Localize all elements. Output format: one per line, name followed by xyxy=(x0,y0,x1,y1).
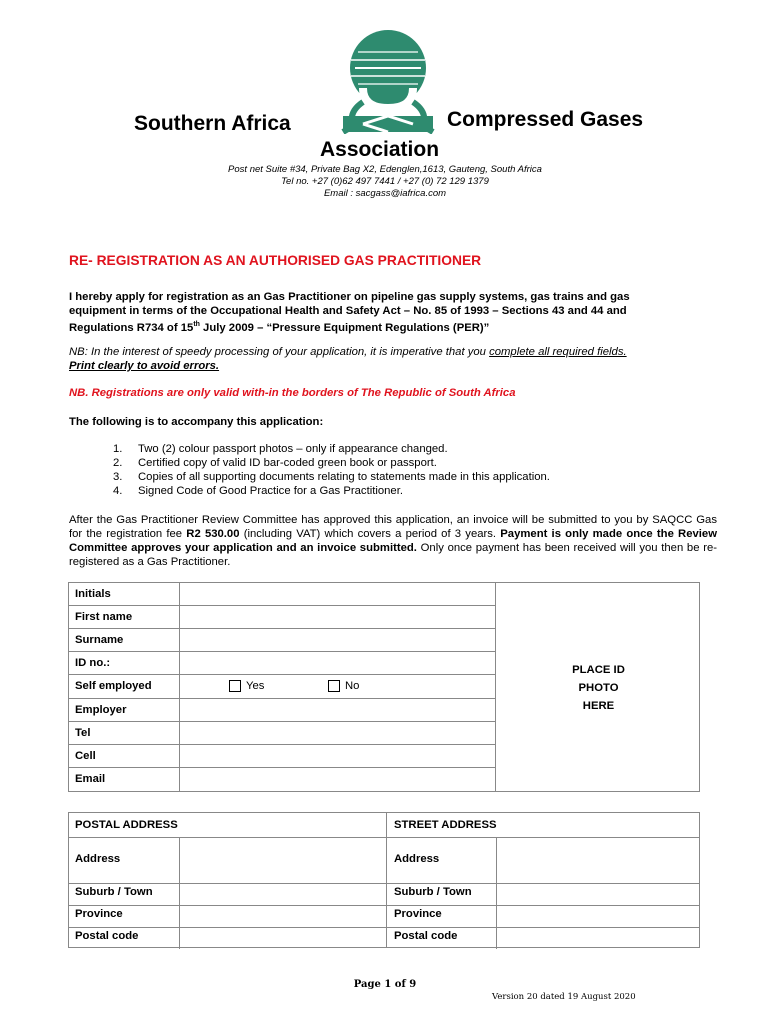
application-statement xyxy=(69,290,717,335)
self-employed-no-checkbox[interactable]: No xyxy=(328,680,359,692)
version-info: Version 20 dated 19 August 2020 xyxy=(492,992,636,1002)
telephone-line: Tel no. +27 (0)62 497 7441 / +27 (0) 72 129 1379 xyxy=(281,176,489,187)
address-table xyxy=(68,812,700,948)
postal-address-header: POSTAL ADDRESS xyxy=(75,819,178,831)
list-item: 2. Certified copy of valid ID bar-coded green book or passport. xyxy=(113,457,437,469)
page-number: Page 1 of 9 xyxy=(353,979,417,990)
id-photo-placeholder: PLACE ID PHOTO HERE xyxy=(572,664,625,712)
org-name-bottom: Association xyxy=(320,138,440,161)
surname-row xyxy=(69,629,495,652)
street-address-header: STREET ADDRESS xyxy=(394,819,497,831)
email-line: Email : sacgass@iafrica.com xyxy=(323,188,447,199)
first-name-label: First name xyxy=(75,611,133,623)
nb-validity-notice: NB. Registrations are only valid with-in the borders of The Republic of South Africa xyxy=(69,387,516,399)
intro-line-3: Regulations R734 of 15th July 2009 – “Pressure Equipment Regulations (PER)” xyxy=(69,321,490,334)
self-employed-yes-checkbox[interactable]: Yes xyxy=(229,680,264,692)
list-item: 4. Signed Code of Good Practice for a Gas Practitioner. xyxy=(113,485,403,497)
intro-line-1: I hereby apply for registration as an Gas Practitioner on pipeline gas supply systems, gas trains and gas xyxy=(69,291,630,303)
requirements-list xyxy=(113,442,550,498)
street-address-label: Address xyxy=(394,853,440,865)
applicant-details-table xyxy=(68,582,700,792)
checkbox-icon xyxy=(229,680,241,692)
checkbox-icon xyxy=(328,680,340,692)
postal-province-label: Province xyxy=(75,908,123,920)
employer-label: Employer xyxy=(75,704,127,716)
self-employed-label: Self employed xyxy=(75,680,152,692)
surname-label: Surname xyxy=(75,634,124,646)
email-label: Email xyxy=(75,773,106,785)
postal-address-label: Address xyxy=(75,853,121,865)
intro-line-2: equipment in terms of the Occupational Health and Safety Act – No. 85 of 1993 – Sections 43 and 44 and xyxy=(69,305,627,317)
accompany-heading: The following is to accompany this application: xyxy=(69,416,324,428)
cell-label: Cell xyxy=(75,750,96,762)
street-code-label: Postal code xyxy=(394,930,458,942)
cell-row xyxy=(69,745,495,768)
id-number-label: ID no.: xyxy=(75,657,111,669)
postal-suburb-label: Suburb / Town xyxy=(75,886,153,898)
street-province-label: Province xyxy=(394,908,442,920)
initials-row xyxy=(69,583,495,606)
employer-row xyxy=(69,699,495,722)
org-name-left: Southern Africa xyxy=(134,112,291,135)
tel-label: Tel xyxy=(75,727,91,739)
payment-paragraph: After the Gas Practitioner Review Committee has approved this application, an invoice will be submitted to you by SAQCC Gas for the registration fee R2 530.00 (including VAT) which covers a period of 3 years. Payment is only made once the Review Committee approves your application and an invoice submitted. Only once payment has been received will you then be re-registered as a Gas Practitioner. xyxy=(69,514,718,568)
nb-complete-fields: NB: In the interest of speedy processing of your application, it is imperative that you complete all required fields. Print clearly to avoid errors. xyxy=(69,346,627,372)
tel-row xyxy=(69,722,495,745)
org-name-right: Compressed Gases xyxy=(447,108,644,131)
form-title: RE- REGISTRATION AS AN AUTHORISED GAS PRACTITIONER xyxy=(69,253,482,268)
street-suburb-label: Suburb / Town xyxy=(394,886,472,898)
first-name-row xyxy=(69,606,495,629)
postal-code-label: Postal code xyxy=(75,930,139,942)
list-item: 1. Two (2) colour passport photos – only if appearance changed. xyxy=(113,443,448,455)
list-item: 3. Copies of all supporting documents relating to statements made in this application. xyxy=(113,471,550,483)
contact-info xyxy=(0,164,770,200)
email-row xyxy=(69,768,495,791)
saqcc-logo xyxy=(333,28,443,134)
self-employed-row xyxy=(69,675,495,699)
id-number-row xyxy=(69,652,495,675)
postal-address-line: Post net Suite #34, Private Bag X2, Edenglen,1613, Gauteng, South Africa xyxy=(228,164,542,175)
initials-label: Initials xyxy=(75,588,111,600)
